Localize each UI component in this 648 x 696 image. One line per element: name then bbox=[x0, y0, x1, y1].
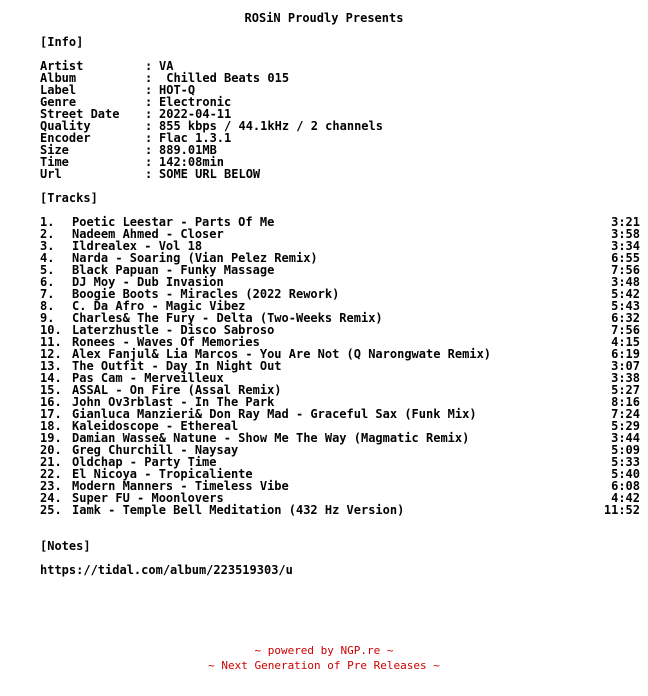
info-value: Flac 1.3.1 bbox=[159, 131, 232, 145]
track-title: Pas Cam - Merveilleux bbox=[72, 371, 224, 385]
track-duration: 5:29 bbox=[611, 419, 640, 433]
footer-tagline: ~ Next Generation of Pre Releases ~ bbox=[208, 659, 440, 672]
track-number: 15. bbox=[40, 383, 62, 397]
notes-heading: [Notes] bbox=[40, 539, 91, 553]
track-duration: 5:09 bbox=[611, 443, 640, 457]
track-number: 25. bbox=[40, 503, 62, 517]
info-key: Genre bbox=[40, 95, 77, 109]
track-number: 17. bbox=[40, 407, 62, 421]
info-key: Encoder bbox=[40, 131, 91, 145]
track-number: 18. bbox=[40, 419, 62, 433]
info-value: Chilled Beats 015 bbox=[159, 71, 290, 85]
notes-link[interactable]: https://tidal.com/album/223519303/u bbox=[40, 563, 293, 577]
track-number: 20. bbox=[40, 443, 62, 457]
track-title: Narda - Soaring (Vian Pelez Remix) bbox=[72, 251, 318, 265]
track-duration: 3:21 bbox=[611, 215, 640, 229]
track-duration: 6:55 bbox=[611, 251, 640, 265]
track-duration: 3:07 bbox=[611, 359, 640, 373]
track-title: Iamk - Temple Bell Meditation (432 Hz Version) bbox=[72, 503, 405, 517]
track-number: 13. bbox=[40, 359, 62, 373]
track-duration: 6:32 bbox=[611, 311, 640, 325]
track-duration: 8:16 bbox=[611, 395, 640, 409]
track-number: 4. bbox=[40, 251, 55, 265]
info-key: Album bbox=[40, 71, 77, 85]
track-title: Gianluca Manzieri& Don Ray Mad - Graceful Sax (Funk Mix) bbox=[72, 407, 477, 421]
info-separator: : bbox=[145, 95, 153, 109]
track-number: 1. bbox=[40, 215, 55, 229]
info-separator: : bbox=[145, 59, 153, 73]
track-title: Black Papuan - Funky Massage bbox=[72, 263, 275, 277]
info-separator: : bbox=[145, 131, 153, 145]
track-duration: 3:48 bbox=[611, 275, 640, 289]
track-title: John Ov3rblast - In The Park bbox=[72, 395, 275, 409]
track-number: 7. bbox=[40, 287, 55, 301]
track-duration: 5:43 bbox=[611, 299, 640, 313]
track-duration: 7:56 bbox=[611, 323, 640, 337]
track-title: Modern Manners - Timeless Vibe bbox=[72, 479, 289, 493]
info-key: Street Date bbox=[40, 107, 120, 121]
track-number: 21. bbox=[40, 455, 62, 469]
track-number: 16. bbox=[40, 395, 62, 409]
track-duration: 5:40 bbox=[611, 467, 640, 481]
track-title: Damian Wasse& Natune - Show Me The Way (Magmatic Remix) bbox=[72, 431, 470, 445]
footer-powered-by: ~ powered by NGP.re ~ bbox=[254, 644, 394, 657]
info-heading: [Info] bbox=[40, 35, 84, 49]
track-title: DJ Moy - Dub Invasion bbox=[72, 275, 224, 289]
track-title: Boogie Boots - Miracles (2022 Rework) bbox=[72, 287, 340, 301]
track-duration: 3:34 bbox=[611, 239, 640, 253]
track-title: Nadeem Ahmed - Closer bbox=[72, 227, 224, 241]
track-number: 9. bbox=[40, 311, 55, 325]
track-duration: 5:27 bbox=[611, 383, 640, 397]
track-duration: 4:42 bbox=[611, 491, 640, 505]
track-duration: 11:52 bbox=[603, 503, 640, 517]
info-value: Electronic bbox=[159, 95, 232, 109]
info-value: VA bbox=[159, 59, 174, 73]
track-duration: 3:58 bbox=[611, 227, 640, 241]
track-title: Ildrealex - Vol 18 bbox=[72, 239, 203, 253]
info-value: HOT-Q bbox=[159, 83, 196, 97]
info-key: Url bbox=[40, 167, 62, 181]
track-title: C. Da Afro - Magic Vibez bbox=[72, 299, 246, 313]
tracks-heading: [Tracks] bbox=[40, 191, 98, 205]
track-number: 2. bbox=[40, 227, 55, 241]
info-value: 142:08min bbox=[159, 155, 225, 169]
track-title: Charles& The Fury - Delta (Two-Weeks Remix) bbox=[72, 311, 383, 325]
track-title: Laterzhustle - Disco Sabroso bbox=[72, 323, 275, 337]
track-number: 24. bbox=[40, 491, 62, 505]
track-title: Greg Churchill - Naysay bbox=[72, 443, 239, 457]
info-separator: : bbox=[145, 71, 153, 85]
info-value: 855 kbps / 44.1kHz / 2 channels bbox=[159, 119, 383, 133]
track-duration: 3:38 bbox=[611, 371, 640, 385]
info-key: Label bbox=[40, 83, 77, 97]
track-number: 11. bbox=[40, 335, 62, 349]
track-number: 22. bbox=[40, 467, 62, 481]
info-separator: : bbox=[145, 107, 153, 121]
track-title: Oldchap - Party Time bbox=[72, 455, 217, 469]
track-duration: 5:33 bbox=[611, 455, 640, 469]
info-value: 2022-04-11 bbox=[159, 107, 232, 121]
info-row bbox=[40, 168, 260, 180]
info-key: Time bbox=[40, 155, 69, 169]
track-title: Super FU - Moonlovers bbox=[72, 491, 224, 505]
track-title: Poetic Leestar - Parts Of Me bbox=[72, 215, 275, 229]
info-key: Size bbox=[40, 143, 69, 157]
track-number: 23. bbox=[40, 479, 62, 493]
track-title: Ronees - Waves Of Memories bbox=[72, 335, 260, 349]
info-separator: : bbox=[145, 155, 153, 169]
info-key: Artist bbox=[40, 59, 84, 73]
track-number: 19. bbox=[40, 431, 62, 445]
info-value: SOME URL BELOW bbox=[159, 167, 261, 181]
track-number: 14. bbox=[40, 371, 62, 385]
track-duration: 6:19 bbox=[611, 347, 640, 361]
info-value: 889.01MB bbox=[159, 143, 217, 157]
track-duration: 3:44 bbox=[611, 431, 640, 445]
info-separator: : bbox=[145, 167, 153, 181]
track-number: 6. bbox=[40, 275, 55, 289]
info-separator: : bbox=[145, 83, 153, 97]
track-title: Kaleidoscope - Ethereal bbox=[72, 419, 239, 433]
track-duration: 6:08 bbox=[611, 479, 640, 493]
page-title: ROSiN Proudly Presents bbox=[244, 11, 404, 25]
info-separator: : bbox=[145, 143, 153, 157]
track-duration: 4:15 bbox=[611, 335, 640, 349]
track-number: 3. bbox=[40, 239, 55, 253]
track-duration: 7:24 bbox=[611, 407, 640, 421]
track-number: 12. bbox=[40, 347, 62, 361]
track-duration: 7:56 bbox=[611, 263, 640, 277]
track-row bbox=[40, 504, 640, 516]
track-number: 10. bbox=[40, 323, 62, 337]
track-title: The Outfit - Day In Night Out bbox=[72, 359, 282, 373]
track-title: ASSAL - On Fire (Assal Remix) bbox=[72, 383, 282, 397]
track-title: El Nicoya - Tropicaliente bbox=[72, 467, 253, 481]
info-separator: : bbox=[145, 119, 153, 133]
track-title: Alex Fanjul& Lia Marcos - You Are Not (Q Narongwate Remix) bbox=[72, 347, 492, 361]
track-duration: 5:42 bbox=[611, 287, 640, 301]
info-key: Quality bbox=[40, 119, 91, 133]
track-number: 5. bbox=[40, 263, 55, 277]
track-number: 8. bbox=[40, 299, 55, 313]
